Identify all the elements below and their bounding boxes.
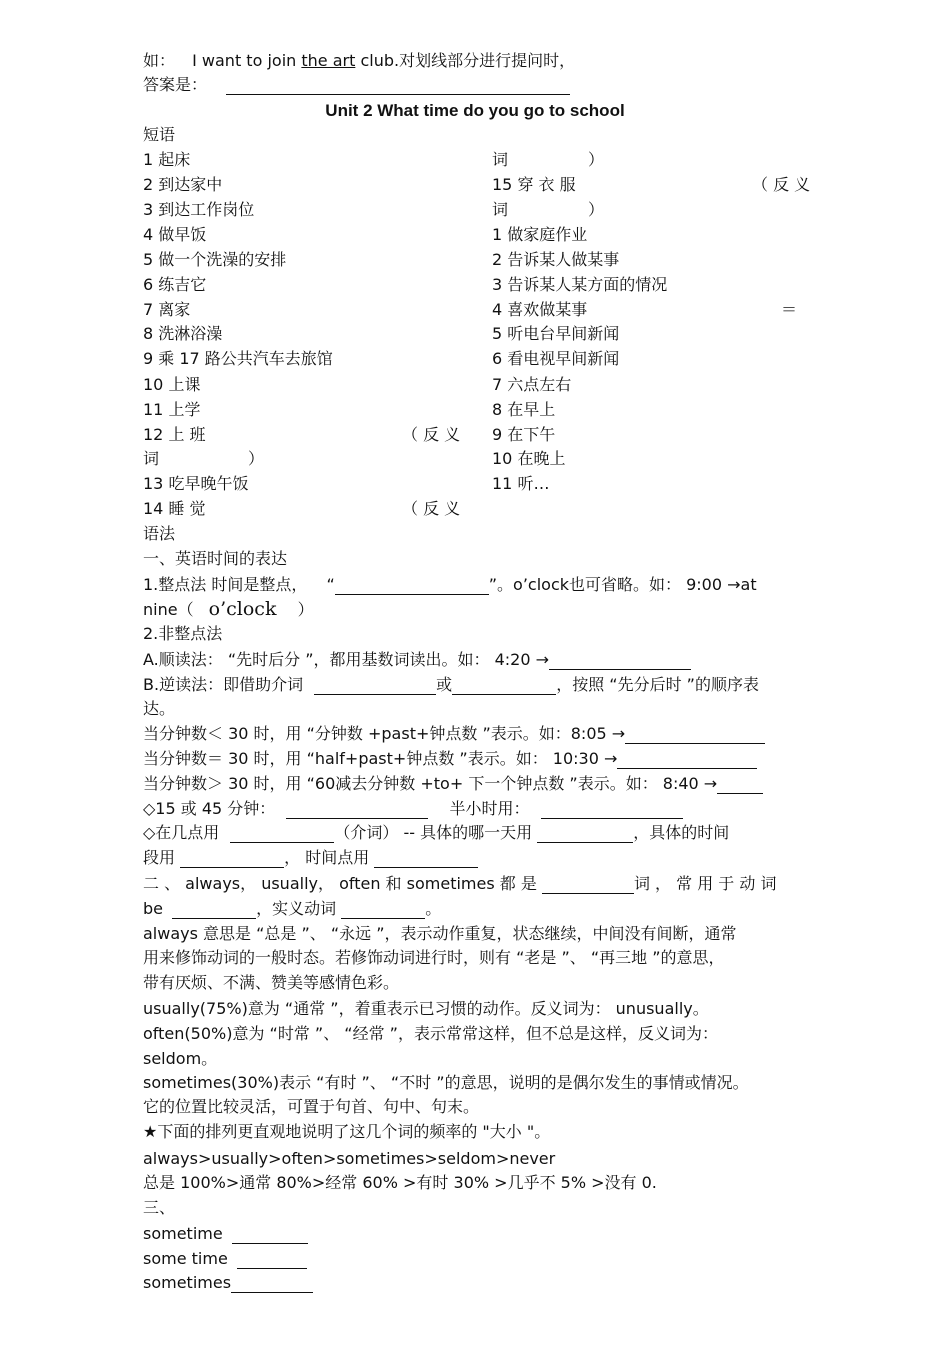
point-blank[interactable] [374, 849, 478, 868]
whole-hour-text-b: ”。o’clock也可省略。如： 9:00 →at [488, 575, 757, 594]
right-phrase: 1 做家庭作业 [492, 225, 588, 244]
answer-blank[interactable] [226, 76, 570, 95]
nine-close: ） [297, 600, 314, 619]
antonym-cont: 词 [492, 200, 509, 219]
on-text: （介词） -- 具体的哪一天用 [334, 823, 533, 842]
always-line-3: 带有厌烦、不满、赞美等感情色彩。 [143, 973, 400, 992]
whole-hour-blank[interactable] [335, 576, 489, 595]
point-label: ， 时间点用 [284, 848, 370, 867]
right-phrase: 6 看电视早间新闻 [492, 349, 620, 368]
b-line-text: B.逆读法：即借助介词 [143, 675, 304, 694]
right-phrase: 3 告诉某人某方面的情况 [492, 275, 668, 294]
grammar-heading: 语法 [143, 524, 176, 543]
left-phrase: 14 睡 觉 [143, 499, 206, 518]
left-phrase: 3 到达工作岗位 [143, 200, 255, 219]
nine-line [143, 599, 314, 620]
frequency-order-en: always>usually>often>sometimes>seldom>never [143, 1149, 556, 1168]
at-blank[interactable] [230, 824, 334, 843]
left-phrase: 7 离家 [143, 300, 191, 319]
right-phrase: 10 在晚上 [492, 449, 566, 468]
section1-heading: 一、英语时间的表达 [143, 549, 288, 568]
antonym-close: ） [588, 200, 605, 219]
quarter-blank[interactable] [286, 800, 428, 819]
intro-prefix: 如： [143, 51, 176, 70]
on-blank[interactable] [537, 824, 633, 843]
right-phrase: 8 在早上 [492, 400, 556, 419]
antonym-cont: 词 [492, 150, 509, 169]
half-blank[interactable] [541, 800, 683, 819]
phrases-heading: 短语 [143, 125, 176, 144]
b-line-cont: 达。 [143, 699, 176, 718]
right-phrase: 11 听… [492, 474, 550, 493]
section3-word: sometime [143, 1224, 223, 1243]
frequency-order-cn: 总是 100%>通常 80%>经常 60% >有时 30% >几乎不 5% >没有 0. [143, 1173, 657, 1192]
intro-sentence-end: club.对划线部分进行提问时， [355, 51, 576, 70]
eq30-text: 当分钟数＝ 30 时，用 “half+past+钟点数 ”表示。如： 10:30 → [143, 749, 618, 768]
section3-blank[interactable] [237, 1250, 307, 1269]
equals-sign: ＝ [781, 300, 798, 319]
eq30-blank[interactable] [617, 750, 757, 769]
b-line-or: 或 [436, 675, 453, 694]
b-line-blank-2[interactable] [452, 676, 556, 695]
half-text: 半小时用： [449, 799, 530, 818]
period-mark: 。 [425, 899, 442, 918]
sometimes-line-1: sometimes(30%)表示 “有时 ”、 “不时 ”的意思，说明的是偶尔发生的事情或情况。 [143, 1073, 749, 1092]
always-line-1: always 意思是 “总是 ”、 “永远 ”，表示动作重复，状态继续，中间没有间断，通常 [143, 924, 737, 943]
usually-line: usually(75%)意为 “通常 ”，着重表示已习惯的动作。反义词为： unusually。 [143, 999, 709, 1018]
b-line-blank-1[interactable] [314, 676, 436, 695]
be-text: be [143, 899, 163, 918]
antonym-close: ） [588, 150, 605, 169]
section3-blank[interactable] [232, 1225, 308, 1244]
verb-blank[interactable] [341, 900, 425, 919]
antonym-cont: 词 [143, 449, 160, 468]
left-phrase: 9 乘 17 路公共汽车去旅馆 [143, 349, 333, 368]
section3-word: some time [143, 1249, 228, 1268]
right-phrase: 9 在下午 [492, 425, 556, 444]
non-whole-heading: 2.非整点法 [143, 624, 223, 643]
lt30-text: 当分钟数＜ 30 时，用 “分钟数 +past+钟点数 ”表示。如：8:05 → [143, 724, 626, 743]
left-phrase: 2 到达家中 [143, 175, 223, 194]
often-line-1: often(50%)意为 “时常 ”、 “经常 ”，表示常常这样，但不总是这样，反义词为： [143, 1024, 718, 1043]
a-line-blank[interactable] [549, 651, 691, 670]
quarter-text: ◇15 或 45 分钟： [143, 799, 276, 818]
section2-text: 二 、 always， usually， often 和 sometimes 都 是 [143, 874, 537, 893]
left-phrase: 5 做一个洗澡的安排 [143, 250, 287, 269]
section3-item [143, 1273, 313, 1293]
right-phrase: 5 听电台早间新闻 [492, 324, 620, 343]
left-phrase: 12 上 班 [143, 425, 206, 444]
lt30-blank[interactable] [625, 725, 765, 744]
eq30-line [143, 749, 757, 769]
left-phrase: 4 做早饭 [143, 225, 207, 244]
left-phrase: 1 起床 [143, 150, 191, 169]
section2-text-b: 词 ， 常 用 于 动 词 [633, 874, 777, 893]
right-phrase: 15 穿 衣 服 [492, 175, 576, 194]
antonym-note: （ 反 义 [752, 175, 811, 194]
always-line-2: 用来修饰动词的一般时态。若修饰动词进行时，则有 “老是 ”、 “再三地 ”的意思， [143, 948, 725, 967]
antonym-note: （ 反 义 [402, 499, 461, 518]
often-line-2: seldom。 [143, 1049, 218, 1068]
answer-line [143, 75, 570, 95]
whole-hour-line [143, 575, 757, 595]
antonym-note: （ 反 义 [402, 425, 461, 444]
left-phrase: 8 洗淋浴澡 [143, 324, 223, 343]
intro-sentence-start: I want to join [192, 51, 302, 70]
section3-heading: 三、 [143, 1198, 176, 1217]
sometimes-line-2: 它的位置比较灵活，可置于句首、句中、句末。 [143, 1097, 480, 1116]
left-phrase: 10 上课 [143, 375, 201, 394]
handwritten-answer: o’clock [208, 598, 277, 620]
be-blank[interactable] [172, 900, 256, 919]
answer-label: 答案是： [143, 75, 208, 94]
period-line [143, 848, 478, 868]
section2-line2 [143, 899, 441, 919]
b-line [143, 675, 759, 695]
left-phrase: 6 练吉它 [143, 275, 207, 294]
a-line-text: A.顺读法： “先时后分 ”，都用基数词读出。如： 4:20 → [143, 650, 550, 669]
intro-underlined: the art [301, 51, 356, 70]
intro-line [143, 51, 575, 71]
right-phrase: 4 喜欢做某事 [492, 300, 588, 319]
section3-item [143, 1249, 307, 1269]
whole-hour-text: 1.整点法 时间是整点， [143, 575, 308, 594]
b-line-text-b: ，按照 “先分后时 ”的顺序表 [556, 675, 759, 694]
gt30-text: 当分钟数＞ 30 时，用 “60减去分钟数 +to+ 下一个钟点数 ”表示。如： 8:40 → [143, 774, 718, 793]
unit-title: Unit 2 What time do you go to school [325, 101, 625, 120]
quote-open: “ [326, 575, 335, 594]
section3-item [143, 1224, 308, 1244]
nine-text: nine（ [143, 600, 194, 619]
section3-word: sometimes [143, 1273, 232, 1292]
left-phrase: 13 吃早晚午饭 [143, 474, 249, 493]
gt30-blank[interactable] [717, 775, 763, 794]
right-phrase: 7 六点左右 [492, 375, 572, 394]
section2-blank-1[interactable] [542, 875, 634, 894]
lt30-line [143, 724, 765, 744]
gt30-line [143, 774, 763, 794]
period-blank[interactable] [180, 849, 284, 868]
section2-line1 [143, 874, 776, 894]
at-line [143, 823, 729, 843]
period-text: ，具体的时间 [633, 823, 730, 842]
right-phrase: 2 告诉某人做某事 [492, 250, 620, 269]
quarter-half-line [143, 799, 683, 819]
verb-text: ，实义动词 [256, 899, 337, 918]
antonym-close: ） [248, 449, 265, 468]
period-label: 段用 [143, 848, 176, 867]
a-line [143, 650, 691, 670]
section3-blank[interactable] [231, 1274, 313, 1293]
at-text: ◇在几点用 [143, 823, 220, 842]
left-phrase: 11 上学 [143, 400, 201, 419]
star-line: ★下面的排列更直观地说明了这几个词的频率的 "大小 "。 [143, 1122, 551, 1141]
